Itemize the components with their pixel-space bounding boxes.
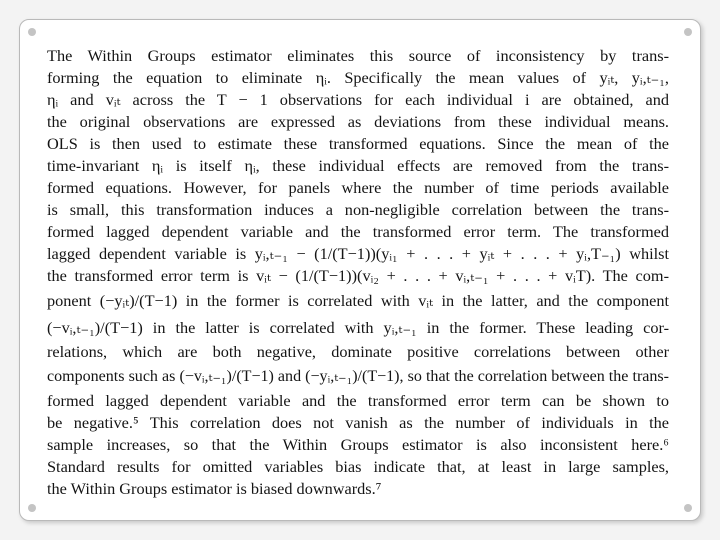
- text-line: the transformed error term is vᵢₜ − (1/(T−1))(vᵢ₂ + . . . + vᵢ,ₜ₋₁ + . . . + vᵢT). The com-: [47, 266, 669, 285]
- corner-dot: [28, 28, 36, 36]
- text-line: (−vᵢ,ₜ₋₁)/(T−1) in the latter is correlated with yᵢ,ₜ₋₁ in the former. These leading cor-: [47, 318, 669, 337]
- text-line: is small, this transformation induces a non-negligible correlation between the trans-: [47, 200, 669, 219]
- text-line: formed lagged dependent variable and the transformed error term can be shown to: [47, 391, 669, 410]
- text-line: sample increases, so that the Within Groups estimator is also inconsistent here.⁶: [47, 435, 669, 454]
- corner-dot: [28, 504, 36, 512]
- text-line: forming the equation to eliminate ηᵢ. Specifically the mean values of yᵢₜ, yᵢ,ₜ₋₁,: [47, 68, 669, 87]
- text-line: formed lagged dependent variable and the transformed error term. The transformed: [47, 222, 669, 241]
- text-line: ηᵢ and vᵢₜ across the T − 1 observations for each individual i are obtained, and: [47, 90, 669, 109]
- text-line: formed equations. However, for panels where the number of time periods available: [47, 178, 669, 197]
- text-line: relations, which are both negative, dominate positive correlations between other: [47, 342, 669, 361]
- text-line: be negative.⁵ This correlation does not vanish as the number of individuals in the: [47, 413, 669, 432]
- text-line: ponent (−yᵢₜ)/(T−1) in the former is correlated with vᵢₜ in the latter, and the component: [47, 291, 669, 310]
- text-line: Standard results for omitted variables bias indicate that, at least in large samples,: [47, 457, 669, 476]
- text-line: the Within Groups estimator is biased downwards.⁷: [47, 479, 382, 498]
- corner-dot: [684, 28, 692, 36]
- corner-dot: [684, 504, 692, 512]
- text-line: components such as (−vᵢ,ₜ₋₁)/(T−1) and (−yᵢ,ₜ₋₁)/(T−1), so that the correlation between the trans-: [47, 368, 669, 385]
- text-line: the original observations are expressed as deviations from these individual means.: [47, 112, 669, 131]
- text-line: The Within Groups estimator eliminates this source of inconsistency by trans-: [47, 46, 669, 65]
- text-line: OLS is then used to estimate these transformed equations. Since the mean of the: [47, 134, 669, 153]
- text-line: time-invariant ηᵢ is itself ηᵢ, these individual effects are removed from the trans-: [47, 156, 669, 175]
- text-line: lagged dependent variable is yᵢ,ₜ₋₁ − (1/(T−1))(yᵢ₁ + . . . + yᵢₜ + . . . + yᵢ,T₋₁) whilst: [47, 244, 669, 263]
- paper-paragraph: [47, 45, 669, 500]
